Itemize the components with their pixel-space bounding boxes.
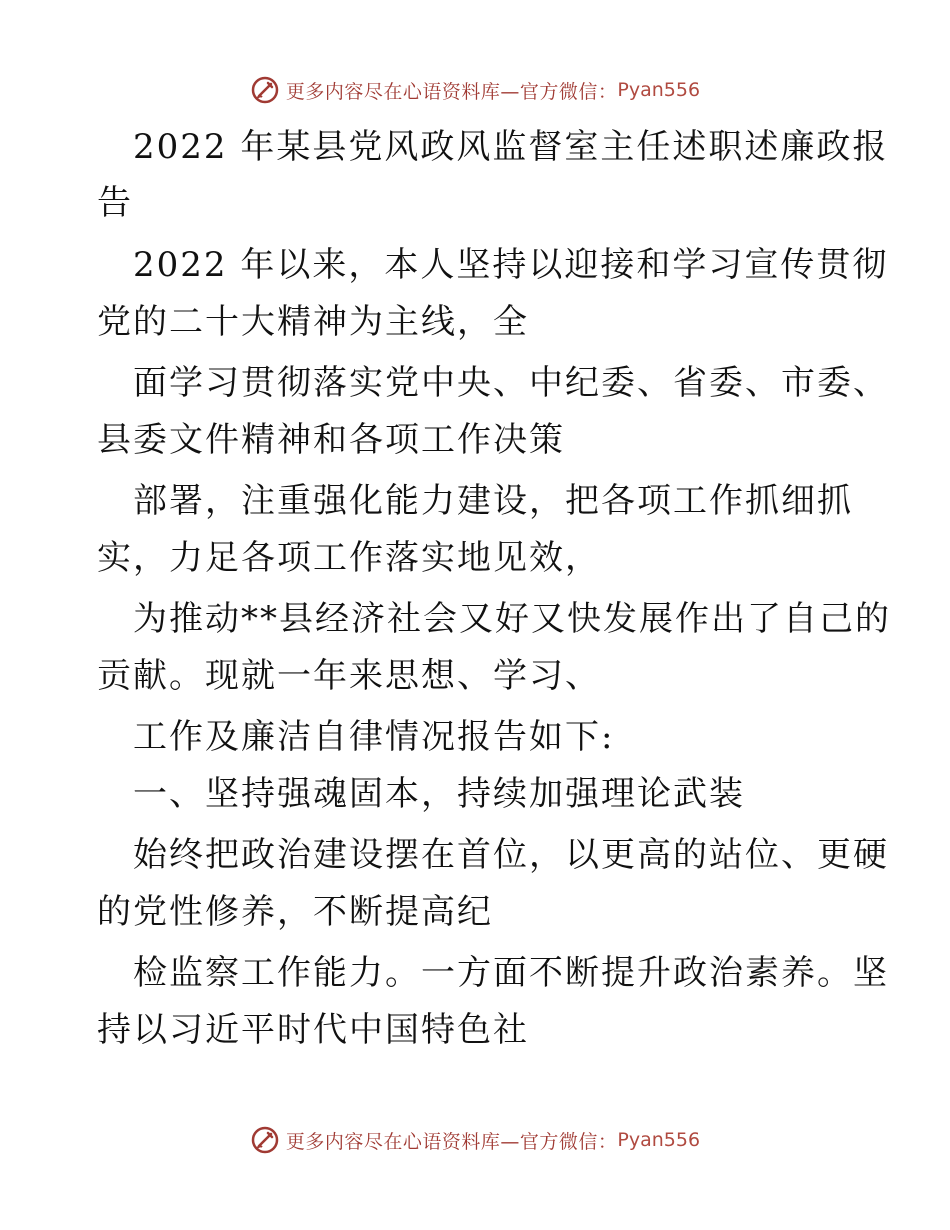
- footer-watermark: [0, 1120, 950, 1160]
- doc-line: 党的二十大精神为主线，全: [97, 302, 529, 342]
- doc-title-line-2: 告: [97, 183, 133, 223]
- quill-seal-icon: [250, 1125, 280, 1155]
- watermark-text: 更多内容尽在心语资料库—官方微信：: [285, 80, 618, 103]
- doc-title-line-1: 2022 年某县党风政风监督室主任述职述廉政报: [133, 127, 889, 167]
- quill-seal-icon: [250, 75, 280, 105]
- doc-line: 为推动**县经济社会又好又快发展作出了自己的: [133, 599, 891, 639]
- header-watermark: [0, 70, 950, 110]
- doc-line: 检监察工作能力。一方面不断提升政治素养。坚: [133, 953, 889, 993]
- doc-line: 部署，注重强化能力建设，把各项工作抓细抓: [133, 481, 853, 521]
- watermark-wechat-id: Pyan556: [617, 1129, 701, 1151]
- doc-line: 持以习近平时代中国特色社: [97, 1010, 529, 1050]
- doc-line: 2022 年以来，本人坚持以迎接和学习宣传贯彻: [133, 245, 889, 285]
- watermark-text: 更多内容尽在心语资料库—官方微信：: [285, 1130, 618, 1153]
- doc-line: 县委文件精神和各项工作决策: [97, 420, 565, 460]
- doc-line: 工作及廉洁自律情况报告如下:: [133, 717, 615, 757]
- doc-line: 面学习贯彻落实党中央、中纪委、省委、市委、: [133, 363, 889, 403]
- doc-line: 实，力足各项工作落实地见效，: [97, 538, 601, 578]
- doc-line: 始终把政治建设摆在首位，以更高的站位、更硬: [133, 835, 889, 875]
- section-heading-1: 一、坚持强魂固本，持续加强理论武装: [133, 774, 745, 814]
- doc-line: 贡献。现就一年来思想、学习、: [97, 656, 601, 696]
- watermark-wechat-id: Pyan556: [617, 79, 701, 101]
- doc-line: 的党性修养，不断提高纪: [97, 892, 493, 932]
